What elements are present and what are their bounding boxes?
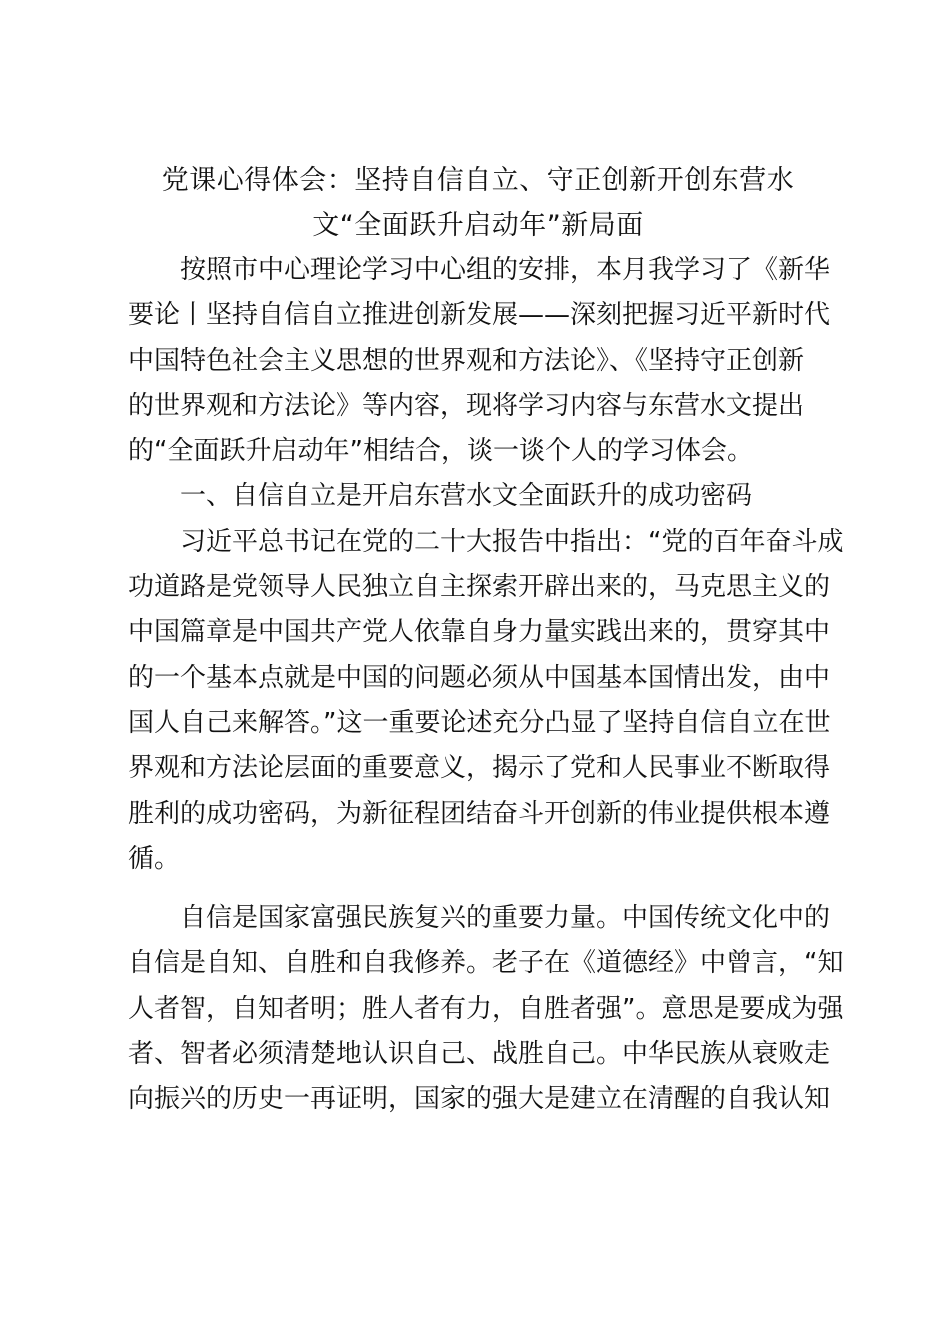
text-line: 自信是自知、自胜和自我修养。老子在《道德经》中曾言，“知 (128, 948, 844, 979)
text-line: 国人自己来解答。”这一重要论述充分凸显了坚持自信自立在世 (128, 707, 831, 738)
text-line: 自信是国家富强民族复兴的重要力量。中国传统文化中的 (128, 903, 831, 934)
document-title (128, 158, 828, 248)
text-line: 按照市中心理论学习中心组的安排，本月我学习了《新华 (128, 255, 831, 285)
document-page (128, 158, 844, 1123)
section-heading (128, 474, 828, 519)
title-line: 文“全面跃升启动年”新局面 (312, 210, 644, 241)
text-line: 中国篇章是中国共产党人依靠自身力量实践出来的，贯穿其中 (128, 617, 831, 648)
text-line: 功道路是党领导人民独立自主探索开辟出来的，马克思主义的 (128, 572, 831, 603)
text-line: 要论丨坚持自信自立推进创新发展——深刻把握习近平新时代 (128, 300, 831, 331)
text-line: 者、智者必须清楚地认识自己、战胜自己。中华民族从衰败走 (128, 1039, 831, 1070)
body-paragraph (128, 896, 844, 1122)
text-line: 一、自信自立是开启东营水文全面跃升的成功密码 (128, 481, 753, 512)
text-line: 习近平总书记在党的二十大报告中指出：“党的百年奋斗成 (128, 526, 844, 557)
title-line: 党课心得体会：坚持自信自立、守正创新开创东营水 (161, 165, 795, 196)
text-line: 的“全面跃升启动年”相结合，谈一谈个人的学习体会。 (128, 436, 753, 467)
text-line: 中国特色社会主义思想的世界观和方法论》、《坚持守正创新 (128, 345, 805, 376)
text-line: 的一个基本点就是中国的问题必须从中国基本国情出发，由中 (128, 662, 831, 693)
text-line: 界观和方法论层面的重要意义，揭示了党和人民事业不断取得 (128, 753, 831, 784)
text-line: 向振兴的历史一再证明，国家的强大是建立在清醒的自我认知 (128, 1084, 831, 1115)
intro-paragraph (128, 248, 831, 474)
text-line: 胜利的成功密码，为新征程团结奋斗开创新的伟业提供根本遵 (128, 798, 831, 829)
text-line: 的世界观和方法论》等内容，现将学习内容与东营水文提出 (128, 390, 805, 421)
text-line: 人者智，自知者明；胜人者有力，自胜者强”。意思是要成为强 (128, 993, 844, 1024)
body-paragraph (128, 520, 844, 882)
paragraph-spacer (128, 882, 828, 896)
text-line: 循。 (128, 843, 181, 874)
